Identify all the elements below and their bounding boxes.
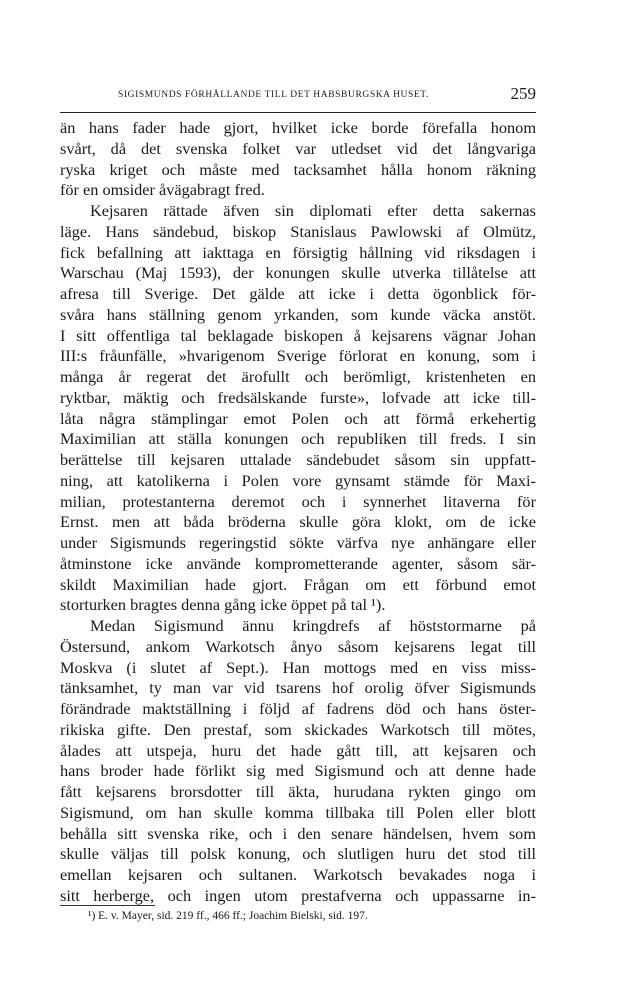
text-line: Ernst. men att båda bröderna skulle göra klokt, om de icke — [60, 512, 536, 532]
footnote-rule — [60, 905, 155, 906]
text-line: svåra hans ställning genom yrkanden, som kunde väcka anstöt. — [60, 304, 536, 324]
text-line: ryktbar, mäktig och fredsälskande furste», lofvade att icke till- — [60, 387, 536, 407]
text-line: sitt herberge, och ingen utom prestafverna och uppassarne in- — [60, 885, 536, 905]
text-line: Medan Sigismund ännu kringdrefs af höststormarne på — [90, 616, 536, 635]
text-line: för en omsider åvägabragt fred. — [60, 180, 265, 200]
text-line: ålades att utspeja, huru det hade gått till, att kejsaren och — [60, 740, 536, 760]
text-line: fått kejsarens brorsdotter till äkta, hurudana rykten gingo om — [60, 782, 536, 801]
text-line: rikiska gifte. Den prestaf, som skickades Warkotsch till mötes, — [60, 719, 536, 739]
text-line: skildt Maximilian hade gjort. Frågan om ett förbund emot — [60, 574, 536, 594]
text-line: Sigismund, om han skulle komma tillbaka till Polen eller blott — [60, 802, 536, 822]
text-line: än hans fader hade gjort, hvilket icke borde förefalla honom — [60, 118, 536, 137]
running-head — [60, 86, 536, 108]
text-line: svårt, då det svenska folket var utledset vid det långvariga — [60, 138, 536, 158]
text-line: behålla sitt svenska rike, och i den senare händelsen, hvem som — [60, 823, 536, 843]
running-title: SIGISMUNDS FÖRHÅLLANDE TILL DET HABSBURGSKA HUSET. — [118, 90, 429, 100]
text-line: afresa till Sverige. Det gälde att icke i detta ögonblick för- — [60, 284, 536, 303]
text-line: fick befallning att iakttaga en försigtig hållning vid riksdagen i — [60, 242, 536, 262]
text-line: emellan kejsaren och sultanen. Warkotsch bevakades noga i — [60, 865, 536, 884]
text-line: förändrade maktställning i följd af fadrens död och hans öster- — [60, 699, 536, 718]
footnote: ¹) E. v. Mayer, sid. 219 ff., 466 ff.; Joachim Bielski, sid. 197. — [88, 910, 368, 922]
text-line: åtminstone icke använde komprometterande agenter, såsom sär- — [60, 553, 536, 573]
text-line: storturken bragtes denna gång icke öppet på tal ¹). — [60, 595, 386, 615]
text-line: tänksamhet, ty man var vid tsarens hof orolig öfver Sigismunds — [60, 678, 536, 698]
body-text — [60, 118, 536, 907]
text-line: under Sigismunds regeringstid sökte värfva nye anhängare eller — [60, 533, 536, 552]
text-line: Warschau (Maj 1593), der konungen skulle utverka tillåtelse att — [60, 263, 536, 283]
text-line: milian, protestanterna deremot och i synnerhet litaverna för — [60, 491, 536, 511]
text-line: läge. Hans sändebud, biskop Stanislaus Pawlowski af Olmütz, — [60, 221, 536, 241]
text-line: Kejsaren rättade äfven sin diplomati efter detta sakernas — [90, 201, 536, 220]
text-line: III:s fråunfälle, »hvarigenom Sverige förlorat en konung, som i — [60, 346, 536, 366]
text-line: ryska kriget och måste med tacksamhet hålla honom räkning — [60, 159, 536, 179]
text-line: ning, att katolikerna i Polen vore gynsamt stämde för Maxi- — [60, 470, 536, 490]
text-line: många år regerat det ärofullt och berömligt, kristenheten en — [60, 367, 536, 386]
header-rule — [60, 112, 536, 113]
page-number: 259 — [510, 84, 536, 103]
text-line: Maximilian att ställa konungen och republiken till freds. I sin — [60, 429, 536, 449]
text-line: låta några stämplingar emot Polen och att förmå erkehertig — [60, 408, 536, 428]
text-line: Moskva (i slutet af Sept.). Han mottogs med en viss miss- — [60, 657, 536, 677]
text-line: berättelse till kejsaren uttalade sändebudet såsom sin uppfatt- — [60, 450, 536, 469]
text-line: hans broder hade förlikt sig med Sigismund och att denne hade — [60, 761, 536, 781]
text-line: I sitt offentliga tal beklagade biskopen å kejsarens vägnar Johan — [60, 325, 536, 345]
text-line: Östersund, ankom Warkotsch ånyo såsom kejsarens legat till — [60, 636, 536, 656]
text-line: skulle väljas till polsk konung, och slutligen huru det stod till — [60, 844, 536, 864]
